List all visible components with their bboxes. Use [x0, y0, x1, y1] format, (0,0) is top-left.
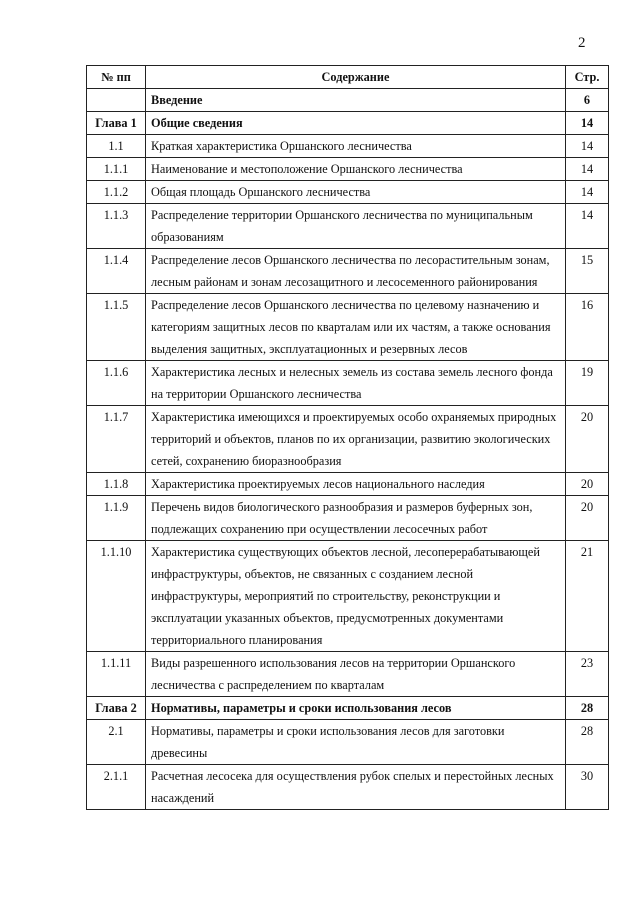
- row-page: 14: [566, 158, 609, 181]
- row-title: Нормативы, параметры и сроки использования лесов для заготовки древесины: [146, 720, 566, 765]
- table-row: [87, 496, 609, 541]
- row-title: Краткая характеристика Оршанского лесничества: [146, 135, 566, 158]
- table-header-row: [87, 66, 609, 89]
- row-page: 20: [566, 496, 609, 541]
- row-title: Характеристика проектируемых лесов национального наследия: [146, 473, 566, 496]
- row-title: Введение: [146, 89, 566, 112]
- row-title: Наименование и местоположение Оршанского лесничества: [146, 158, 566, 181]
- row-page: 14: [566, 112, 609, 135]
- table-row: [87, 135, 609, 158]
- row-title: Распределение лесов Оршанского лесничества по целевому назначению и категориям защитных лесов по кварталам или их частям, а также основания выделения защитных, эксплуатационных и резервных лесов: [146, 294, 566, 361]
- row-title: Распределение территории Оршанского лесничества по муниципальным образованиям: [146, 204, 566, 249]
- row-title: Виды разрешенного использования лесов на территории Оршанского лесничества с распределением по кварталам: [146, 652, 566, 697]
- row-number: 1.1.11: [87, 652, 146, 697]
- table-row: [87, 473, 609, 496]
- header-content: Содержание: [146, 66, 566, 89]
- table-row: [87, 720, 609, 765]
- table-row: [87, 406, 609, 473]
- row-number: 1.1.2: [87, 181, 146, 204]
- row-page: 15: [566, 249, 609, 294]
- table-row: [87, 181, 609, 204]
- row-number: 1.1.10: [87, 541, 146, 652]
- row-page: 28: [566, 697, 609, 720]
- row-number: [87, 89, 146, 112]
- table-of-contents: [86, 65, 609, 810]
- header-page: Стр.: [566, 66, 609, 89]
- table-row: [87, 652, 609, 697]
- row-number: 1.1.4: [87, 249, 146, 294]
- row-number: 1.1: [87, 135, 146, 158]
- row-title: Характеристика существующих объектов лесной, лесоперерабатывающей инфраструктуры, объектов, не связанных с созданием лесной инфраструктуры, мероприятий по строительству, реконструкции и эксплуатации указанных объектов, предусмотренных документами территориального планирования: [146, 541, 566, 652]
- row-number: 1.1.6: [87, 361, 146, 406]
- header-num: № пп: [87, 66, 146, 89]
- page-number: 2: [578, 35, 586, 51]
- table-row: [87, 112, 609, 135]
- row-title: Общая площадь Оршанского лесничества: [146, 181, 566, 204]
- row-page: 16: [566, 294, 609, 361]
- row-number: 1.1.8: [87, 473, 146, 496]
- row-number: Глава 1: [87, 112, 146, 135]
- table-row: [87, 541, 609, 652]
- row-title: Общие сведения: [146, 112, 566, 135]
- row-page: 14: [566, 204, 609, 249]
- row-page: 30: [566, 765, 609, 810]
- table-row: [87, 158, 609, 181]
- row-title: Перечень видов биологического разнообразия и размеров буферных зон, подлежащих сохранению при осуществлении лесосечных работ: [146, 496, 566, 541]
- row-page: 14: [566, 135, 609, 158]
- row-number: 1.1.9: [87, 496, 146, 541]
- row-page: 6: [566, 89, 609, 112]
- row-title: Характеристика лесных и нелесных земель из состава земель лесного фонда на территории Оршанского лесничества: [146, 361, 566, 406]
- row-page: 21: [566, 541, 609, 652]
- table-row: [87, 697, 609, 720]
- row-title: Расчетная лесосека для осуществления рубок спелых и перестойных лесных насаждений: [146, 765, 566, 810]
- row-page: 28: [566, 720, 609, 765]
- row-number: 1.1.5: [87, 294, 146, 361]
- table-row: [87, 765, 609, 810]
- table-row: [87, 89, 609, 112]
- table-row: [87, 249, 609, 294]
- table-row: [87, 361, 609, 406]
- row-title: Характеристика имеющихся и проектируемых особо охраняемых природных территорий и объектов, планов по их организации, развитию экологических сетей, сохранению биоразнообразия: [146, 406, 566, 473]
- row-number: 1.1.7: [87, 406, 146, 473]
- table-row: [87, 204, 609, 249]
- row-page: 20: [566, 406, 609, 473]
- row-number: 2.1.1: [87, 765, 146, 810]
- row-number: Глава 2: [87, 697, 146, 720]
- row-number: 1.1.1: [87, 158, 146, 181]
- row-page: 20: [566, 473, 609, 496]
- row-page: 19: [566, 361, 609, 406]
- row-page: 23: [566, 652, 609, 697]
- row-page: 14: [566, 181, 609, 204]
- row-title: Нормативы, параметры и сроки использования лесов: [146, 697, 566, 720]
- table-body: [87, 89, 609, 810]
- row-title: Распределение лесов Оршанского лесничества по лесорастительным зонам, лесным районам и зонам лесозащитного и лесосеменного районирования: [146, 249, 566, 294]
- table-row: [87, 294, 609, 361]
- row-number: 1.1.3: [87, 204, 146, 249]
- row-number: 2.1: [87, 720, 146, 765]
